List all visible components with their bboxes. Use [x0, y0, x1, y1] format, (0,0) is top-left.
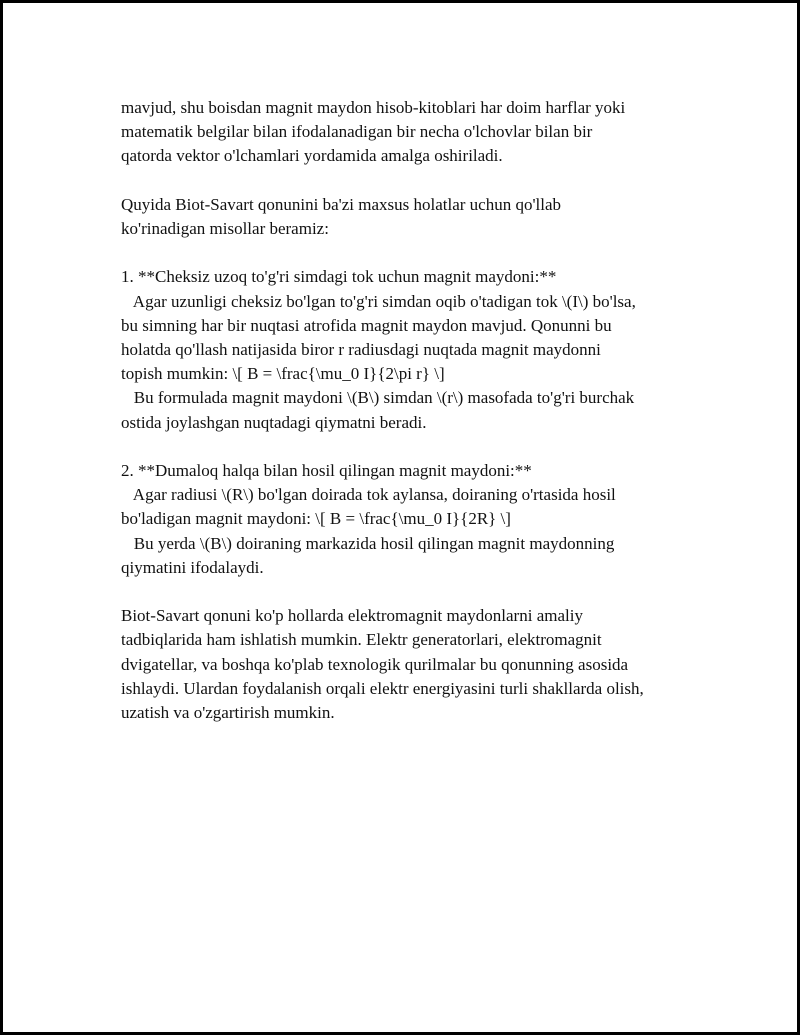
- document-body: [121, 96, 721, 749]
- text-line: Bu yerda \(B\) doiraning markazida hosil qilingan magnit maydonning: [121, 533, 615, 553]
- text-line: dvigatellar, va boshqa ko'plab texnologik qurilmalar bu qonunning asosida: [121, 654, 629, 674]
- text-line: qiymatini ifodalaydi.: [121, 557, 264, 577]
- text-line: ishlaydi. Ulardan foydalanish orqali elektr energiyasini turli shakllarda olish,: [121, 678, 644, 698]
- text-line: ko'rinadigan misollar beramiz:: [121, 219, 329, 238]
- text-line: topish mumkin: \[ B = \frac{\mu_0 I}{2\pi r} \]: [121, 364, 445, 384]
- text-line: Agar uzunligi cheksiz bo'lgan to'g'ri simdan oqib o'tadigan tok \(I\) bo'lsa,: [121, 291, 636, 311]
- paragraph-examples-intro: [121, 193, 721, 241]
- text-line: bu simning har bir nuqtasi atrofida magnit maydon mavjud. Qonunni bu: [121, 315, 612, 335]
- text-line: matematik belgilar bilan ifodalanadigan bir necha o'lchovlar bilan bir: [121, 122, 593, 142]
- paragraph-applications: [121, 604, 721, 725]
- text-line: tadbiqlarida ham ishlatish mumkin. Elektr generatorlari, elektromagnit: [121, 630, 602, 650]
- paragraph-example-straight-wire: [121, 265, 721, 434]
- text-line: Agar radiusi \(R\) bo'lgan doirada tok aylansa, doiraning o'rtasida hosil: [121, 485, 616, 505]
- paragraph-example-circular-loop: [121, 459, 721, 580]
- text-line: 2. **Dumaloq halqa bilan hosil qilingan magnit maydoni:**: [121, 461, 532, 480]
- text-line: uzatish va o'zgartirish mumkin.: [121, 703, 335, 723]
- text-line: 1. **Cheksiz uzoq to'g'ri simdagi tok uchun magnit maydoni:**: [121, 267, 557, 287]
- text-line: mavjud, shu boisdan magnit maydon hisob-kitoblari har doim harflar yoki: [121, 98, 626, 117]
- text-line: Biot-Savart qonuni ko'p hollarda elektromagnit maydonlarni amaliy: [121, 606, 583, 626]
- text-line: bo'ladigan magnit maydoni: \[ B = \frac{\mu_0 I}{2R} \]: [121, 509, 511, 529]
- text-line: Quyida Biot-Savart qonunini ba'zi maxsus holatlar uchun qo'llab: [121, 194, 562, 214]
- text-line: qatorda vektor o'lchamlari yordamida amalga oshiriladi.: [121, 146, 503, 166]
- paragraph-intro-continuation: [121, 96, 721, 169]
- text-line: Bu formulada magnit maydoni \(B\) simdan \(r\) masofada to'g'ri burchak: [121, 388, 635, 408]
- text-line: holatda qo'llash natijasida biror r radiusdagi nuqtada magnit maydonni: [121, 340, 601, 359]
- text-line: ostida joylashgan nuqtadagi qiymatni beradi.: [121, 412, 427, 432]
